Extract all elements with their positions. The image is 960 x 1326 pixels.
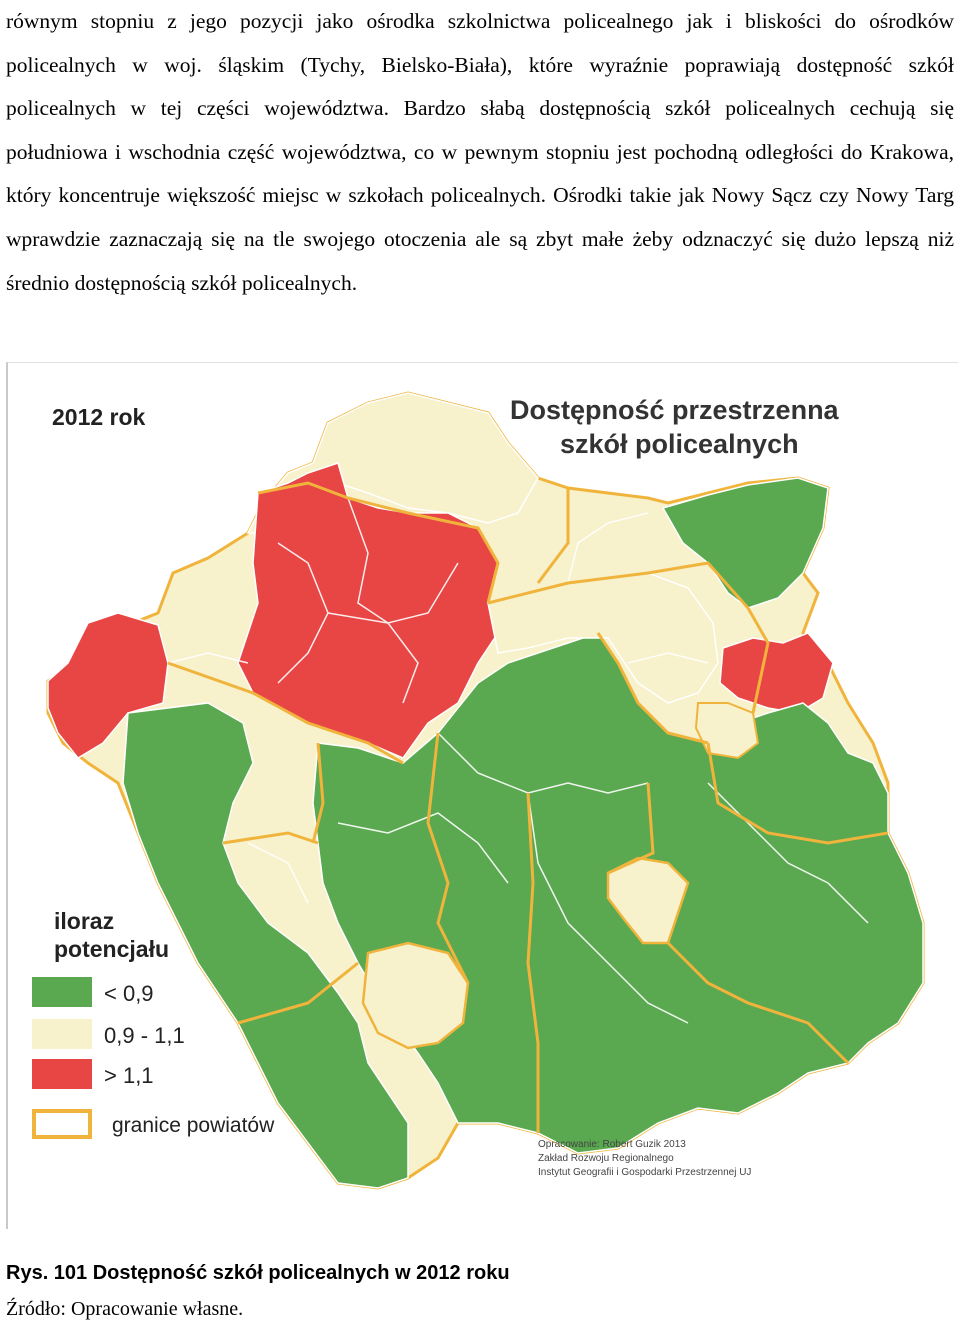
legend-swatch-border <box>34 1111 90 1137</box>
body-paragraph: równym stopniu z jego pozycji jako ośrodka szkolnictwa policealnego jak i bliskości do ośrodków policealnych w woj. śląskim (Tychy, Bielsko-Biała), które wyraźnie poprawiają dostępność szkół policealnych w tej części województwa. Bardzo słabą dostępnością szkół policealnych cechują się południowa i wschodnia część województwa, co w pewnym stopniu jest pochodną odległości do Krakowa, który koncentruje większość miejsc w szkołach policealnych. Ośrodki takie jak Nowy Sącz czy Nowy Targ wprawdzie zaznaczają się na tle swojego otoczenia ale są zbyt małe żeby odznaczyć się dużo lepszą niż średnio dostępnością szkół policealnych. <box>6 9 954 295</box>
legend-label-high: > 1,1 <box>104 1063 154 1088</box>
region-cream-island-south <box>363 943 468 1048</box>
map-credits <box>538 1139 751 1178</box>
credit-line-2: Zakład Rozwoju Regionalnego <box>538 1153 674 1164</box>
map-year-label: 2012 rok <box>52 404 146 430</box>
choropleth-map <box>8 363 958 1229</box>
credit-line-3: Instytut Geografii i Gospodarki Przestrzennej UJ <box>538 1167 752 1178</box>
legend-swatch-low <box>32 977 92 1007</box>
map-title-line2: szkół policealnych <box>560 429 799 459</box>
credit-line-1: Opracowanie: Robert Guzik 2013 <box>538 1139 686 1150</box>
legend-label-low: < 0,9 <box>104 981 154 1006</box>
map-title-line1: Dostępność przestrzenna <box>510 395 839 425</box>
map-figure <box>6 362 958 1229</box>
figure-source: Źródło: Opracowanie własne. <box>6 1298 244 1320</box>
legend-swatch-high <box>32 1059 92 1089</box>
legend-label-mid: 0,9 - 1,1 <box>104 1023 185 1048</box>
figure-caption: Rys. 101 Dostępność szkół policealnych w 2012 roku <box>6 1262 510 1284</box>
legend-title-line2: potencjału <box>54 936 170 962</box>
legend-swatch-mid <box>32 1019 92 1049</box>
legend-title-line1: iloraz <box>54 908 115 934</box>
legend-label-border: granice powiatów <box>112 1114 275 1137</box>
